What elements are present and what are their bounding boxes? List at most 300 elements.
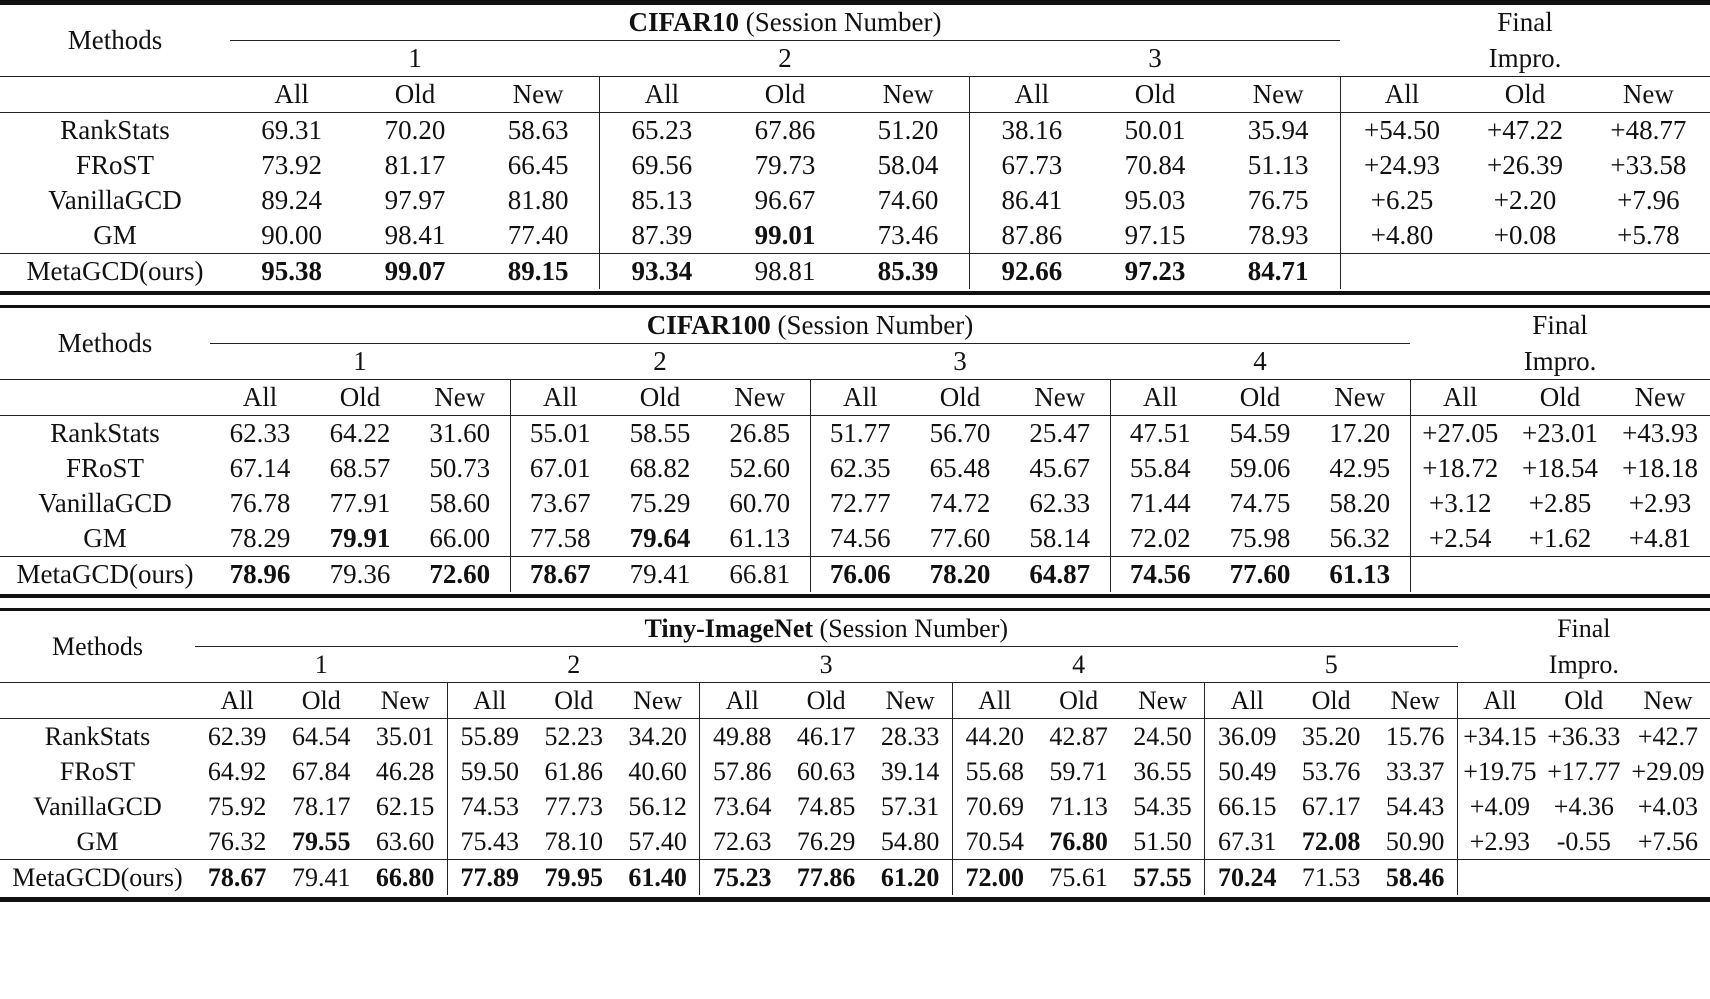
- methods-header: Methods: [0, 308, 210, 380]
- improvement-cell: +2.85: [1528, 488, 1592, 518]
- value-cell: 50.73: [429, 453, 491, 483]
- value-cell: 55.68: [952, 754, 1036, 789]
- method-name: VanillaGCD: [48, 185, 182, 215]
- session-header: 5: [1205, 647, 1458, 683]
- value-cell: 52.60: [729, 453, 791, 483]
- improvement-cell: +2.93: [1458, 824, 1542, 860]
- session-number-label: (Session Number): [770, 310, 974, 340]
- value-cell: 33.37: [1385, 757, 1445, 786]
- method-name: MetaGCD(ours): [26, 256, 204, 286]
- session-header: 2: [447, 647, 699, 683]
- value-cell: 79.91: [310, 521, 410, 557]
- table-row: [0, 486, 1710, 521]
- value-cell: 56.70: [929, 418, 991, 448]
- dataset-name: CIFAR10: [628, 7, 740, 37]
- improvement-cell: +4.81: [1610, 521, 1710, 557]
- metric-header: New: [710, 380, 810, 416]
- value-cell: 89.15: [507, 256, 569, 286]
- session-header: 2: [600, 41, 970, 77]
- table-row: [0, 148, 1710, 183]
- value-cell: 75.92: [207, 792, 267, 821]
- value-cell: 72.02: [1110, 521, 1210, 557]
- value-cell: 46.17: [796, 722, 856, 751]
- methods-header-spacer: [0, 380, 210, 416]
- methods-header: Methods: [0, 611, 195, 683]
- value-cell: 54.35: [1133, 792, 1192, 821]
- header-row-metrics: [0, 683, 1710, 719]
- improvement-cell: +3.12: [1410, 486, 1510, 521]
- metric-header: New: [1610, 380, 1710, 416]
- metric-header: New: [616, 683, 700, 719]
- method-name: VanillaGCD: [33, 792, 162, 821]
- value-cell: 56.32: [1310, 521, 1410, 557]
- metric-header: Old: [1542, 683, 1626, 719]
- value-cell: 67.14: [229, 453, 291, 483]
- value-cell: 50.49: [1205, 754, 1289, 789]
- value-cell: 78.10: [532, 824, 616, 860]
- value-cell: 84.71: [1247, 256, 1309, 286]
- improvement-cell: +4.09: [1458, 789, 1542, 824]
- value-cell: 78.29: [210, 521, 310, 557]
- metric-header: Old: [1037, 683, 1121, 719]
- value-cell: 63.60: [363, 824, 447, 860]
- dataset-title: [230, 5, 1340, 41]
- method-name: VanillaGCD: [38, 488, 172, 518]
- metric-header: Old: [279, 683, 363, 719]
- value-cell: 62.39: [207, 722, 267, 751]
- value-cell: 34.20: [628, 722, 687, 751]
- value-cell: 93.34: [600, 254, 723, 290]
- value-cell: 57.55: [1133, 863, 1192, 892]
- session-header: 2: [510, 344, 810, 380]
- improvement-cell: [1626, 860, 1710, 896]
- value-cell: 55.89: [447, 719, 531, 755]
- value-cell: 68.82: [629, 453, 691, 483]
- value-cell: 51.13: [1247, 150, 1309, 180]
- improvement-cell: +34.15: [1458, 719, 1542, 755]
- value-cell: 50.90: [1373, 824, 1457, 860]
- improvement-cell: +7.96: [1617, 185, 1680, 215]
- value-cell: 38.16: [970, 113, 1093, 149]
- method-name: RankStats: [60, 115, 170, 145]
- table-row: [0, 113, 1710, 149]
- method-name: MetaGCD(ours): [16, 559, 194, 589]
- session-header: 3: [970, 41, 1340, 77]
- table-row-ours: [0, 860, 1710, 896]
- value-cell: 74.53: [447, 789, 531, 824]
- value-cell: 61.13: [710, 521, 810, 557]
- metric-header: New: [1217, 77, 1340, 113]
- improvement-cell: +2.93: [1628, 488, 1692, 518]
- metric-header: New: [410, 380, 510, 416]
- value-cell: 99.01: [723, 218, 846, 254]
- value-cell: 58.04: [877, 150, 939, 180]
- value-cell: 42.87: [1049, 722, 1108, 751]
- value-cell: 74.72: [929, 488, 991, 518]
- metric-header: All: [1110, 380, 1210, 416]
- metric-header: All: [970, 77, 1093, 113]
- value-cell: 53.76: [1301, 757, 1361, 786]
- session-header: 1: [230, 41, 600, 77]
- value-cell: 55.84: [1110, 451, 1210, 486]
- metric-header: All: [1340, 77, 1463, 113]
- value-cell: 85.39: [877, 256, 939, 286]
- value-cell: 62.15: [375, 792, 435, 821]
- value-cell: 67.86: [754, 115, 816, 145]
- value-cell: 58.55: [629, 418, 691, 448]
- metric-header: Old: [910, 380, 1010, 416]
- section-cifar100: [0, 308, 1710, 592]
- value-cell: 79.55: [279, 824, 363, 860]
- value-cell: 64.54: [291, 722, 351, 751]
- improvement-cell: +29.09: [1631, 757, 1705, 786]
- value-cell: 54.43: [1385, 792, 1445, 821]
- session-header: 1: [210, 344, 510, 380]
- final-impro-header-line2: Impro.: [1410, 344, 1710, 380]
- value-cell: 67.73: [970, 148, 1093, 183]
- value-cell: 76.06: [810, 557, 910, 593]
- metric-header: All: [195, 683, 279, 719]
- session-header: 3: [810, 344, 1110, 380]
- value-cell: 24.50: [1133, 722, 1192, 751]
- value-cell: 75.23: [700, 860, 784, 896]
- value-cell: 56.12: [628, 792, 687, 821]
- improvement-cell: +27.05: [1410, 416, 1510, 452]
- improvement-cell: +33.58: [1610, 150, 1687, 180]
- value-cell: 36.09: [1205, 719, 1289, 755]
- value-cell: 69.56: [600, 148, 723, 183]
- metric-header: All: [510, 380, 610, 416]
- value-cell: 26.85: [729, 418, 791, 448]
- metric-header: Old: [784, 683, 868, 719]
- value-cell: 58.14: [1010, 521, 1110, 557]
- improvement-cell: +1.62: [1510, 521, 1610, 557]
- value-cell: 58.60: [429, 488, 491, 518]
- value-cell: 70.69: [952, 789, 1036, 824]
- table-row: [0, 451, 1710, 486]
- bottom-rule: [0, 897, 1710, 902]
- value-cell: 75.29: [629, 488, 691, 518]
- metric-header: New: [363, 683, 447, 719]
- dataset-name: Tiny-ImageNet: [644, 614, 814, 643]
- value-cell: 54.59: [1229, 418, 1291, 448]
- table-row: [0, 416, 1710, 452]
- metric-header: Old: [1463, 77, 1586, 113]
- value-cell: 59.71: [1049, 757, 1108, 786]
- table-row: [0, 754, 1710, 789]
- value-cell: 52.23: [544, 722, 603, 751]
- value-cell: 81.17: [384, 150, 446, 180]
- value-cell: 75.98: [1210, 521, 1310, 557]
- value-cell: 87.86: [970, 218, 1093, 254]
- improvement-cell: +43.93: [1622, 418, 1699, 448]
- metric-header: All: [600, 77, 723, 113]
- metric-header: New: [1373, 683, 1457, 719]
- method-name: FRoST: [75, 150, 155, 180]
- improvement-cell: +4.03: [1637, 792, 1699, 821]
- value-cell: 73.46: [847, 218, 970, 254]
- metric-header: Old: [310, 380, 410, 416]
- metric-header: All: [447, 683, 531, 719]
- improvement-cell: [1463, 254, 1586, 290]
- value-cell: 67.01: [510, 451, 610, 486]
- value-cell: 40.60: [628, 757, 687, 786]
- value-cell: 31.60: [429, 418, 491, 448]
- value-cell: 78.67: [207, 863, 267, 892]
- value-cell: 61.13: [1329, 559, 1391, 589]
- dataset-title: [195, 611, 1458, 647]
- value-cell: 95.03: [1124, 185, 1186, 215]
- value-cell: 70.24: [1205, 860, 1289, 896]
- table-row: [0, 719, 1710, 755]
- final-impro-header-line1: Final: [1532, 310, 1588, 341]
- value-cell: 70.84: [1124, 150, 1186, 180]
- improvement-cell: +23.01: [1522, 418, 1599, 448]
- value-cell: 58.20: [1329, 488, 1391, 518]
- value-cell: 78.96: [229, 559, 291, 589]
- section-double-rule: [0, 594, 1710, 611]
- value-cell: 49.88: [700, 719, 784, 755]
- header-row-sessions: [0, 647, 1710, 683]
- value-cell: 59.50: [447, 754, 531, 789]
- improvement-cell: [1458, 860, 1542, 896]
- metric-header: New: [868, 683, 952, 719]
- value-cell: 75.43: [447, 824, 531, 860]
- value-cell: 51.50: [1121, 824, 1205, 860]
- value-cell: 99.07: [384, 256, 446, 286]
- value-cell: 98.41: [353, 218, 476, 254]
- value-cell: 17.20: [1329, 418, 1391, 448]
- value-cell: 79.41: [291, 863, 351, 892]
- value-cell: 66.80: [375, 863, 435, 892]
- metric-header: All: [1205, 683, 1289, 719]
- value-cell: 97.97: [384, 185, 446, 215]
- value-cell: 59.06: [1229, 453, 1291, 483]
- value-cell: 68.57: [329, 453, 391, 483]
- value-cell: 35.01: [375, 722, 435, 751]
- value-cell: 77.91: [329, 488, 391, 518]
- value-cell: 39.14: [880, 757, 940, 786]
- value-cell: 77.89: [447, 860, 531, 896]
- metric-header: New: [1121, 683, 1205, 719]
- improvement-cell: -0.55: [1542, 824, 1626, 860]
- section-tiny-imagenet: [0, 611, 1710, 895]
- value-cell: 66.00: [410, 521, 510, 557]
- value-cell: 79.73: [754, 150, 816, 180]
- value-cell: 42.95: [1329, 453, 1391, 483]
- value-cell: 66.45: [507, 150, 569, 180]
- value-cell: 76.29: [784, 824, 868, 860]
- value-cell: 92.66: [970, 254, 1093, 290]
- value-cell: 61.86: [544, 757, 603, 786]
- value-cell: 77.58: [510, 521, 610, 557]
- value-cell: 98.81: [754, 256, 816, 286]
- value-cell: 72.00: [952, 860, 1036, 896]
- value-cell: 28.33: [880, 722, 940, 751]
- value-cell: 85.13: [600, 183, 723, 218]
- value-cell: 35.94: [1247, 115, 1309, 145]
- metric-header: All: [210, 380, 310, 416]
- value-cell: 46.28: [375, 757, 435, 786]
- value-cell: 97.23: [1124, 256, 1186, 286]
- improvement-cell: +47.22: [1487, 115, 1564, 145]
- metric-header: Old: [1510, 380, 1610, 416]
- improvement-cell: +2.20: [1493, 185, 1557, 215]
- final-impro-header-line1: Final: [1497, 7, 1553, 38]
- method-name: GM: [0, 824, 195, 860]
- improvement-cell: +2.54: [1410, 521, 1510, 557]
- metric-header: New: [1626, 683, 1710, 719]
- improvement-cell: [1410, 557, 1510, 593]
- value-cell: 96.67: [754, 185, 816, 215]
- improvement-cell: +17.77: [1547, 757, 1621, 786]
- improvement-cell: +4.80: [1340, 218, 1463, 254]
- value-cell: 77.40: [477, 218, 600, 254]
- table-row: [0, 218, 1710, 254]
- value-cell: 74.60: [877, 185, 939, 215]
- value-cell: 73.67: [510, 486, 610, 521]
- value-cell: 50.01: [1124, 115, 1186, 145]
- value-cell: 67.17: [1301, 792, 1361, 821]
- improvement-cell: +36.33: [1547, 722, 1621, 751]
- value-cell: 77.60: [910, 521, 1010, 557]
- table-sections: [0, 5, 1710, 902]
- methods-header-spacer: [0, 683, 195, 719]
- metric-header: All: [700, 683, 784, 719]
- improvement-cell: [1542, 860, 1626, 896]
- value-cell: 79.95: [544, 863, 603, 892]
- value-cell: 74.56: [810, 521, 910, 557]
- header-row-dataset: [0, 611, 1710, 647]
- session-number-label: (Session Number): [813, 614, 1009, 643]
- metric-header: New: [847, 77, 970, 113]
- value-cell: 51.77: [810, 416, 910, 452]
- metric-header: Old: [532, 683, 616, 719]
- value-cell: 62.35: [810, 451, 910, 486]
- improvement-cell: [1340, 254, 1463, 290]
- metric-header: Old: [1093, 77, 1216, 113]
- method-name: GM: [0, 521, 210, 557]
- value-cell: 90.00: [230, 218, 353, 254]
- value-cell: 79.64: [610, 521, 710, 557]
- section-double-rule: [0, 291, 1710, 308]
- value-cell: 78.67: [510, 557, 610, 593]
- improvement-cell: +0.08: [1463, 218, 1586, 254]
- table-row: [0, 183, 1710, 218]
- table-row: [0, 789, 1710, 824]
- metric-header: All: [1410, 380, 1510, 416]
- improvement-cell: +48.77: [1610, 115, 1687, 145]
- value-cell: 87.39: [600, 218, 723, 254]
- header-row-metrics: [0, 380, 1710, 416]
- metric-header: All: [952, 683, 1036, 719]
- method-name: RankStats: [50, 418, 160, 448]
- table-row: [0, 521, 1710, 557]
- metric-header: Old: [353, 77, 476, 113]
- final-impro-header-line1: Final: [1557, 614, 1611, 644]
- improvement-cell: +26.39: [1487, 150, 1564, 180]
- method-name: FRoST: [65, 453, 145, 483]
- value-cell: 55.01: [510, 416, 610, 452]
- improvement-cell: [1587, 254, 1710, 290]
- metric-header: All: [230, 77, 353, 113]
- section-cifar10: [0, 5, 1710, 289]
- value-cell: 64.87: [1029, 559, 1091, 589]
- header-row-dataset: [0, 5, 1710, 41]
- session-header: 1: [195, 647, 447, 683]
- value-cell: 78.93: [1217, 218, 1340, 254]
- metric-header: New: [1310, 380, 1410, 416]
- value-cell: 67.84: [291, 757, 351, 786]
- value-cell: 60.63: [796, 757, 856, 786]
- value-cell: 62.33: [229, 418, 291, 448]
- value-cell: 76.32: [195, 824, 279, 860]
- value-cell: 60.70: [729, 488, 791, 518]
- improvement-cell: +18.54: [1522, 453, 1599, 483]
- value-cell: 72.77: [810, 486, 910, 521]
- value-cell: 57.40: [616, 824, 700, 860]
- value-cell: 15.76: [1385, 722, 1445, 751]
- dataset-name: CIFAR100: [646, 310, 771, 340]
- metric-header: New: [477, 77, 600, 113]
- value-cell: 76.80: [1037, 824, 1121, 860]
- dataset-title: [210, 308, 1410, 344]
- header-row-sessions: [0, 344, 1710, 380]
- value-cell: 65.23: [600, 113, 723, 149]
- value-cell: 72.63: [700, 824, 784, 860]
- value-cell: 78.17: [291, 792, 351, 821]
- value-cell: 78.20: [929, 559, 991, 589]
- table-row-ours: [0, 254, 1710, 290]
- value-cell: 57.31: [880, 792, 940, 821]
- metric-header: Old: [610, 380, 710, 416]
- value-cell: 64.22: [329, 418, 391, 448]
- value-cell: 66.15: [1205, 789, 1289, 824]
- improvement-cell: +5.78: [1587, 218, 1710, 254]
- session-header: 4: [952, 647, 1204, 683]
- value-cell: 51.20: [877, 115, 939, 145]
- value-cell: 89.24: [261, 185, 323, 215]
- header-row-metrics: [0, 77, 1710, 113]
- improvement-cell: +7.56: [1626, 824, 1710, 860]
- value-cell: 70.54: [952, 824, 1036, 860]
- value-cell: 74.56: [1110, 557, 1210, 593]
- value-cell: 97.15: [1093, 218, 1216, 254]
- final-impro-header-line2: Impro.: [1340, 41, 1710, 77]
- improvement-cell: +4.36: [1553, 792, 1614, 821]
- value-cell: 58.46: [1385, 863, 1445, 892]
- improvement-cell: [1510, 557, 1610, 593]
- session-number-label: (Session Number): [739, 7, 942, 37]
- metric-header: New: [1587, 77, 1710, 113]
- final-impro-header-line2: Impro.: [1458, 647, 1710, 683]
- session-header: 3: [700, 647, 952, 683]
- value-cell: 66.81: [729, 559, 791, 589]
- value-cell: 61.20: [880, 863, 940, 892]
- metric-header: Old: [1289, 683, 1373, 719]
- improvement-cell: +54.50: [1340, 113, 1463, 149]
- value-cell: 47.51: [1110, 416, 1210, 452]
- value-cell: 70.20: [384, 115, 446, 145]
- method-name: GM: [0, 218, 230, 254]
- improvement-cell: +24.93: [1340, 148, 1463, 183]
- metric-header: Old: [1210, 380, 1310, 416]
- value-cell: 95.38: [261, 256, 323, 286]
- methods-header-spacer: [0, 77, 230, 113]
- value-cell: 67.31: [1205, 824, 1289, 860]
- value-cell: 35.20: [1301, 722, 1361, 751]
- value-cell: 73.92: [261, 150, 323, 180]
